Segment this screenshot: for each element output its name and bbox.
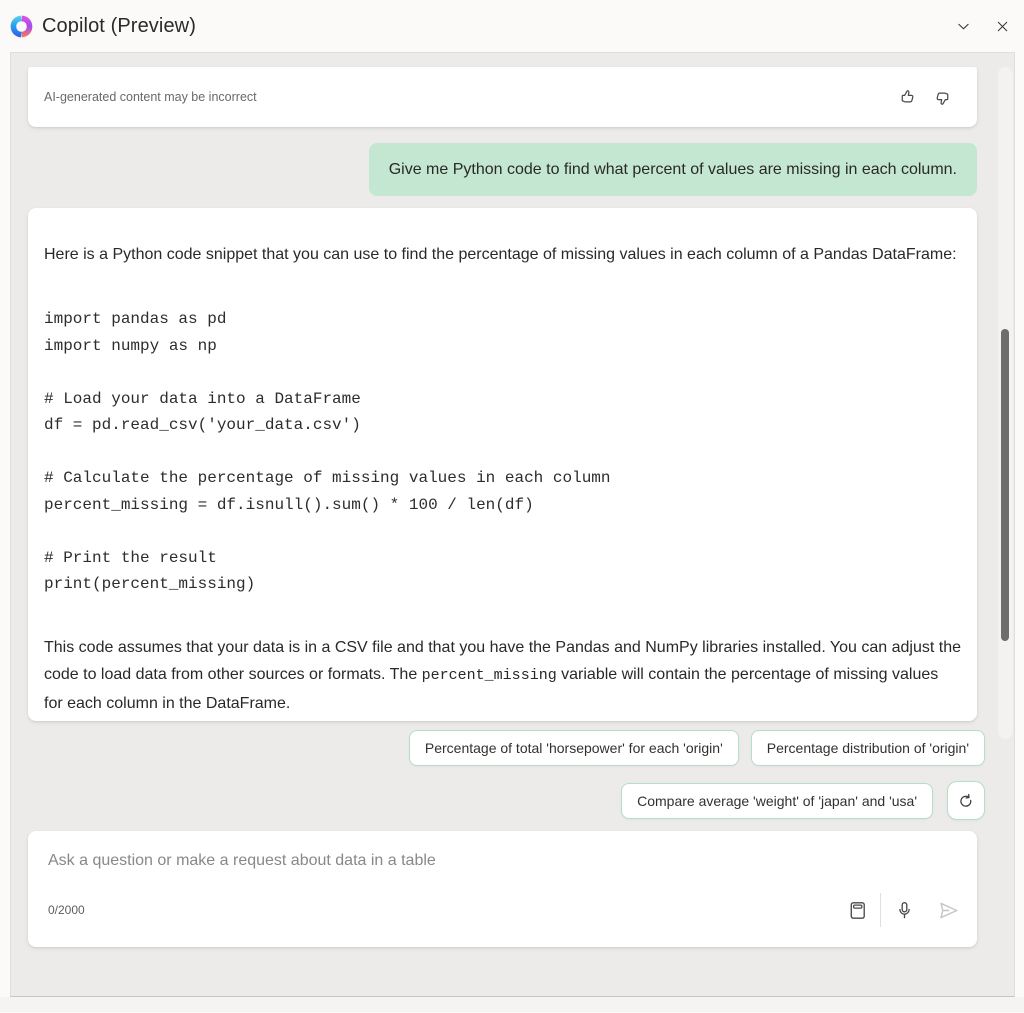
suggestion-chip-compare-weight[interactable]: Compare average 'weight' of 'japan' and 'usa' (621, 783, 933, 819)
refresh-icon (956, 791, 976, 811)
thumbs-down-icon (932, 87, 953, 108)
feedback-buttons (896, 86, 953, 108)
app-title: Copilot (Preview) (42, 14, 196, 37)
suggestion-row-1 (11, 730, 1014, 766)
chevron-down-icon (955, 18, 972, 35)
thumbs-down-button[interactable] (931, 86, 953, 108)
python-code-block (44, 306, 961, 598)
code-line: import numpy as np (44, 336, 217, 355)
microphone-icon (893, 899, 916, 922)
code-line (44, 359, 961, 386)
bottom-gutter (0, 997, 1024, 1012)
code-line (44, 518, 961, 545)
outro-text-after: variable will contain the percentage of missing values for each column in the DataFrame. (44, 666, 939, 712)
outro-text-before: This code assumes that your data is in a CSV file and that you have the Pandas and NumPy libraries installed. You can adjust the code to load data from other sources or formats. The (44, 638, 961, 683)
thumbs-up-button[interactable] (896, 86, 918, 108)
dictate-button[interactable] (887, 893, 921, 927)
scrollbar-thumb[interactable] (1001, 329, 1009, 641)
icon-divider (880, 893, 881, 927)
code-line: percent_missing = df.isnull().sum() * 100 / len(df) (44, 495, 534, 514)
composer-bottom-row (28, 883, 977, 947)
suggestion-row-2 (11, 781, 1014, 820)
chat-input[interactable] (28, 831, 977, 883)
inline-code: percent_missing (421, 667, 557, 684)
code-line (44, 439, 961, 466)
title-bar (0, 0, 1024, 52)
ai-disclaimer-text: AI-generated content may be incorrect (44, 90, 257, 104)
code-line: # Print the result (44, 548, 217, 567)
copilot-logo-icon (9, 14, 34, 39)
composer-card (28, 831, 977, 947)
assistant-message-card (28, 208, 977, 721)
code-line: # Load your data into a DataFrame (44, 389, 361, 408)
assistant-outro-text (44, 634, 961, 718)
code-line: df = pd.read_csv('your_data.csv') (44, 416, 361, 434)
character-counter: 0/2000 (48, 903, 85, 917)
send-icon (937, 899, 960, 922)
composer-icons (840, 893, 965, 927)
collapse-pane-button[interactable] (952, 15, 974, 37)
suggestion-chip-origin-distribution[interactable]: Percentage distribution of 'origin' (751, 730, 985, 766)
assistant-intro-text: Here is a Python code snippet that you can use to find the percentage of missing values in each column of a Pandas DataFrame: (44, 246, 957, 263)
code-line: # Calculate the percentage of missing values in each column (44, 469, 611, 487)
user-message-text: Give me Python code to find what percent of values are missing in each column. (388, 160, 957, 178)
suggestion-chip-horsepower[interactable]: Percentage of total 'horsepower' for each 'origin' (409, 730, 739, 766)
code-line: import pandas as pd (44, 310, 227, 328)
close-icon (994, 18, 1011, 35)
close-pane-button[interactable] (991, 15, 1013, 37)
thumbs-up-icon (897, 87, 918, 108)
chat-panel (10, 52, 1015, 997)
notebook-icon (846, 899, 869, 922)
scrollbar-track[interactable] (998, 67, 1013, 739)
code-line: print(percent_missing) (44, 575, 256, 593)
send-button[interactable] (931, 893, 965, 927)
user-message-bubble (369, 143, 977, 196)
notebook-button[interactable] (840, 893, 874, 927)
previous-message-card (28, 67, 977, 127)
refresh-suggestions-button[interactable] (947, 781, 985, 820)
